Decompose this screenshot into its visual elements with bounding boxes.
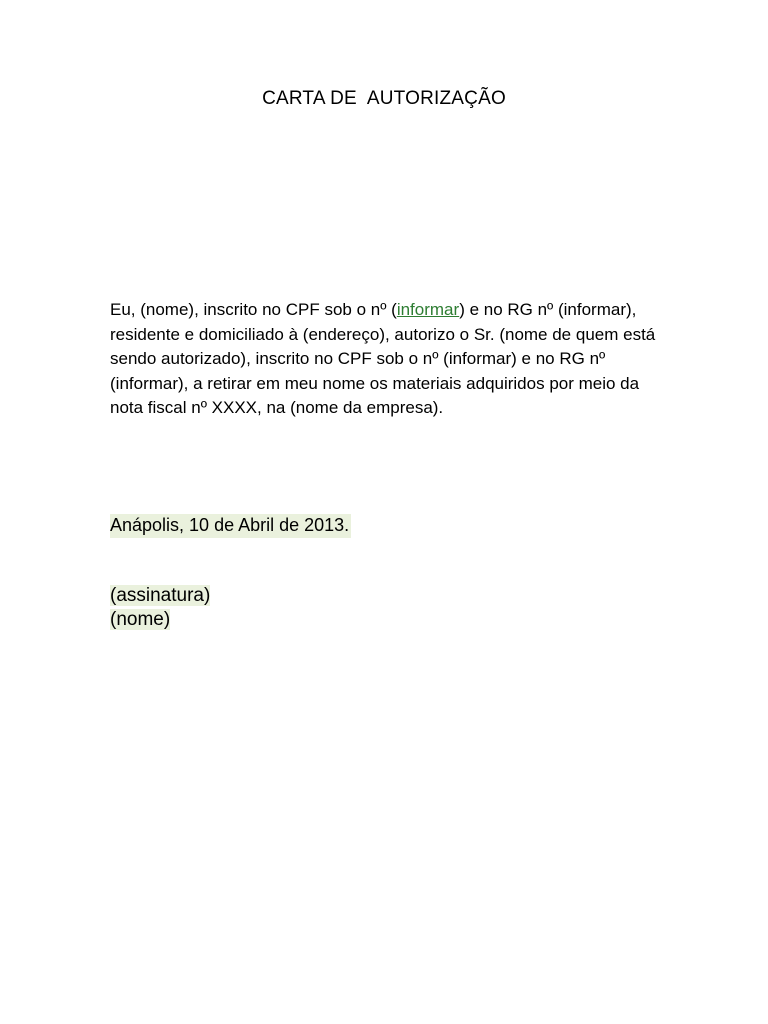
name-placeholder: (nome) — [110, 609, 171, 630]
paragraph-text-start: Eu, (nome), inscrito no CPF sob o nº ( — [110, 300, 397, 319]
authorization-paragraph — [110, 298, 660, 421]
document-title: CARTA DE AUTORIZAÇÃO — [262, 88, 506, 109]
informar-link[interactable]: informar — [396, 300, 460, 319]
signature-block — [110, 584, 210, 632]
paragraph-text-end: ) e no RG nº (informar), residente e domiciliado à (endereço), autorizo o Sr. (nome de quem está sendo autorizado), inscrito no CPF sob o nº (informar) e no RG nº (informar), a retirar em meu nome os materiais adquiridos por meio da nota fiscal nº XXXX, na (nome da empresa). — [110, 300, 656, 417]
date-line: Anápolis, 10 de Abril de 2013. — [110, 514, 351, 538]
signature-placeholder: (assinatura) — [110, 585, 211, 606]
